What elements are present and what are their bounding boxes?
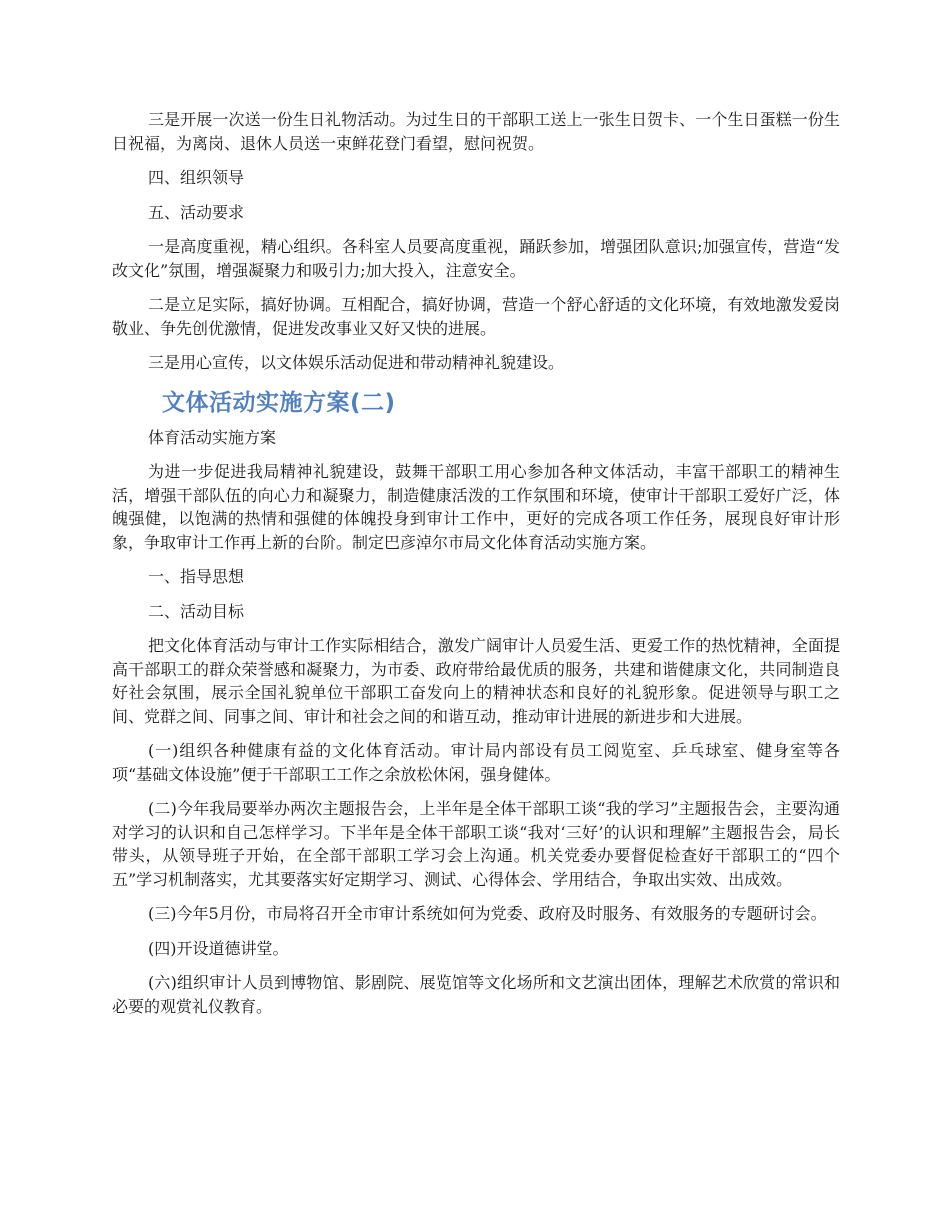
- paragraph-introduction: 为进一步促进我局精神礼貌建设，鼓舞干部职工用心参加各种文体活动，丰富干部职工的精神生活，增强干部队伍的向心力和凝聚力，制造健康活泼的工作氛围和环境，使审计干部职工爱好广泛，体魄强健，以饱满的热情和强健的体魄投身到审计工作中，更好的完成各项工作任务，展现良好审计形象，争取审计工作再上新的台阶。制定巴彦淖尔市局文化体育活动实施方案。: [112, 462, 840, 552]
- paragraph-item-1: (一)组织各种健康有益的文化体育活动。审计局内部设有员工阅览室、乒乓球室、健身室等各项“基础文体设施”便于干部职工工作之余放松休闲，强身健体。: [112, 741, 840, 784]
- paragraph-item-4: (四)开设道德讲堂。: [148, 938, 289, 958]
- paragraph-goals-body: 把文化体育活动与审计工作实际相结合，激发广阔审计人员爱生活、更爱工作的热忱精神，全面提高干部职工的群众荣誉感和凝聚力，为市委、政府带给最优质的服务，共建和谐健康文化，共同制造良好社会氛围，展示全国礼貌单位干部职工奋发向上的精神状态和良好的礼貌形象。促进领导与职工之间、党群之间、同事之间、审计和社会之间的和谐互动，推动审计进展的新进步和大进展。: [112, 636, 840, 726]
- paragraph-plan-title: 体育活动实施方案: [148, 427, 277, 447]
- paragraph-item-3: (三)今年5月份，市局将召开全市审计系统如何为党委、政府及时服务、有效服务的专题研讨会。: [148, 904, 827, 923]
- paragraph-requirement-1: 一是高度重视，精心组织。各科室人员要高度重视，踊跃参加，增强团队意识;加强宣传，营造“发改文化”氛围，增强凝聚力和吸引力;加大投入，注意安全。: [112, 237, 840, 280]
- section-guiding-ideology: 一、指导思想: [148, 567, 245, 586]
- paragraph-requirement-3: 三是用心宣传，以文体娱乐活动促进和带动精神礼貌建设。: [148, 353, 565, 372]
- paragraph-item-2: (二)今年我局要举办两次主题报告会，上半年是全体干部职工谈“我的学习”主题报告会，主要沟通对学习的认识和自己怎样学习。下半年是全体干部职工谈“我对‘三好’的认识和理解”主题报告会，局长带头，从领导班子开始，在全部干部职工学习会上沟通。机关党委办要督促检查好干部职工的“四个五”学习机制落实，尤其要落实好定期学习、测试、心得体会、学用结合，争取出实效、出成效。: [112, 799, 840, 889]
- section-activity-requirements: 五、活动要求: [148, 202, 245, 222]
- section-heading: 文体活动实施方案(二): [162, 389, 396, 416]
- paragraph-requirement-2: 二是立足实际，搞好协调。互相配合，搞好协调，营造一个舒心舒适的文化环境，有效地激发爱岗敬业、争先创优激情，促进发改事业又好又快的进展。: [112, 295, 840, 338]
- document-page: [112, 108, 840, 1029]
- section-activity-goals: 二、活动目标: [148, 601, 245, 621]
- section-organization-leadership: 四、组织领导: [148, 168, 245, 187]
- paragraph-birthday-activity: 三是开展一次送一份生日礼物活动。为过生日的干部职工送上一张生日贺卡、一个生日蛋糕一份生日祝福，为离岗、退休人员送一束鲜花登门看望，慰问祝贺。: [112, 110, 840, 153]
- paragraph-item-6: (六)组织审计人员到博物馆、影剧院、展览馆等文化场所和文艺演出团体，理解艺术欣赏的常识和必要的观赏礼仪教育。: [112, 973, 840, 1016]
